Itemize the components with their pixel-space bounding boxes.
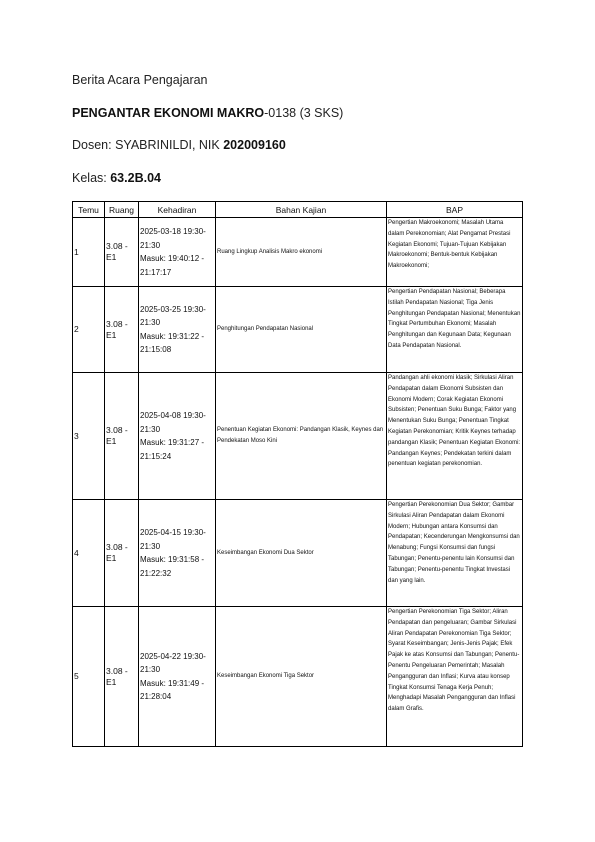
lecturer-nik: 202009160: [223, 138, 286, 152]
study-material-cell: Ruang Lingkup Analisis Makro ekonomi: [216, 218, 387, 287]
header-bahan-kajian: Bahan Kajian: [216, 202, 387, 218]
header-temu: Temu: [73, 202, 105, 218]
attendance-cell: 2025-03-18 19:30-21:30 Masuk: 19:40:12 - 21:17:17: [139, 218, 216, 287]
table-row: [73, 607, 523, 747]
room-cell: 3.08 - E1: [105, 373, 139, 500]
meeting-number-cell: 5: [73, 607, 105, 747]
meeting-number-cell: 3: [73, 373, 105, 500]
table-row: [73, 218, 523, 287]
course-code: -0138 (3 SKS): [264, 106, 344, 120]
room-cell: 3.08 - E1: [105, 500, 139, 607]
lecturer-line: [72, 138, 286, 152]
header-bap: BAP: [387, 202, 523, 218]
class-label: Kelas:: [72, 171, 107, 185]
table-header-row: [73, 202, 523, 218]
study-material-cell: Keseimbangan Ekonomi Tiga Sektor: [216, 607, 387, 747]
room-cell: 3.08 - E1: [105, 287, 139, 373]
bap-cell: Pandangan ahli ekonomi klasik; Sirkulasi Aliran Pendapatan dalam Ekonomi Subsisten dan Ekonomi Modern; Corak Kegiatan Ekonomi Subsisten; Penentuan Suku Bunga; Faktor yang Menentukan Suku Bunga; Penentuan Tingkat Kegiatan Perekonomian; Kritik Keynes terhadap pandangan Klasik; Penentuan Kegiatan Ekonomi: Pandangan Keynes; Pendekatan terkini dalam penentuan kegiatan perekonomian.: [387, 373, 523, 500]
class-line: [72, 171, 161, 185]
lecturer-label: Dosen: SYABRINILDI, NIK: [72, 138, 220, 152]
attendance-cell: 2025-04-22 19:30-21:30 Masuk: 19:31:49 - 21:28:04: [139, 607, 216, 747]
header-ruang: Ruang: [105, 202, 139, 218]
header-kehadiran: Kehadiran: [139, 202, 216, 218]
attendance-cell: 2025-04-15 19:30-21:30 Masuk: 19:31:58 - 21:22:32: [139, 500, 216, 607]
bap-cell: Pengertian Makroekonomi; Masalah Utama dalam Perekonomian; Alat Pengamat Prestasi Kegiatan Ekonomi; Tujuan-Tujuan Kebijakan Makroekonomi; Bentuk-bentuk Kebijakan Makroekonomi;: [387, 218, 523, 287]
table-row: [73, 373, 523, 500]
attendance-cell: 2025-03-25 19:30-21:30 Masuk: 19:31:22 - 21:15:08: [139, 287, 216, 373]
course-line: [72, 106, 343, 120]
document-title: Berita Acara Pengajaran: [72, 73, 208, 87]
table-row: [73, 287, 523, 373]
class-code: 63.2B.04: [110, 171, 161, 185]
meeting-number-cell: 1: [73, 218, 105, 287]
bap-cell: Pengertian Perekonomian Tiga Sektor; Aliran Pendapatan dan pengeluaran; Gambar Sirkulasi Aliran Pendapatan Perekonomian Tiga Sektor; Syarat Keseimbangan; Jenis-Jenis Pajak; Efek Pajak ke atas Konsumsi dan Tabungan; Penentu-Penentu Pengeluaran Pemerintah; Masalah Pengangguran dan Inflasi; Kurva atau konsep Tingkat Konsumsi Tenaga Kerja Penuh; Menghadapi Masalah Pengangguran dan Inflasi dalam Grafis.: [387, 607, 523, 747]
course-name: PENGANTAR EKONOMI MAKRO: [72, 106, 265, 120]
bap-cell: Pengertian Perekonomian Dua Sektor; Gambar Sirkulasi Aliran Pendapatan dalam Ekonomi Modern; Hubungan antara Konsumsi dan Pendapatan; Kecenderungan Mengkonsumsi dan Menabung; Fungsi Konsumsi dan fungsi Tabungan; Penentu-penentu lain Konsumsi dan Tabungan; Penentu-penentu Tingkat Investasi dan yang lain.: [387, 500, 523, 607]
room-cell: 3.08 - E1: [105, 218, 139, 287]
study-material-cell: Penentuan Kegiatan Ekonomi: Pandangan Klasik, Keynes dan Pendekatan Moso Kini: [216, 373, 387, 500]
study-material-cell: Penghitungan Pendapatan Nasional: [216, 287, 387, 373]
room-cell: 3.08 - E1: [105, 607, 139, 747]
meeting-number-cell: 2: [73, 287, 105, 373]
meeting-number-cell: 4: [73, 500, 105, 607]
table-row: [73, 500, 523, 607]
attendance-cell: 2025-04-08 19:30-21:30 Masuk: 19:31:27 - 21:15:24: [139, 373, 216, 500]
bap-cell: Pengertian Pendapatan Nasional; Beberapa Istilah Pendapatan Nasional; Tiga Jenis Penghitungan Pendapatan Nasional; Menentukan Tingkat Pertumbuhan Ekonomi; Masalah Penghitungan dan Kegunaan Data; Kegunaan Data Pendapatan Nasional.: [387, 287, 523, 373]
study-material-cell: Keseimbangan Ekonomi Dua Sektor: [216, 500, 387, 607]
teaching-report-table: [72, 201, 523, 747]
